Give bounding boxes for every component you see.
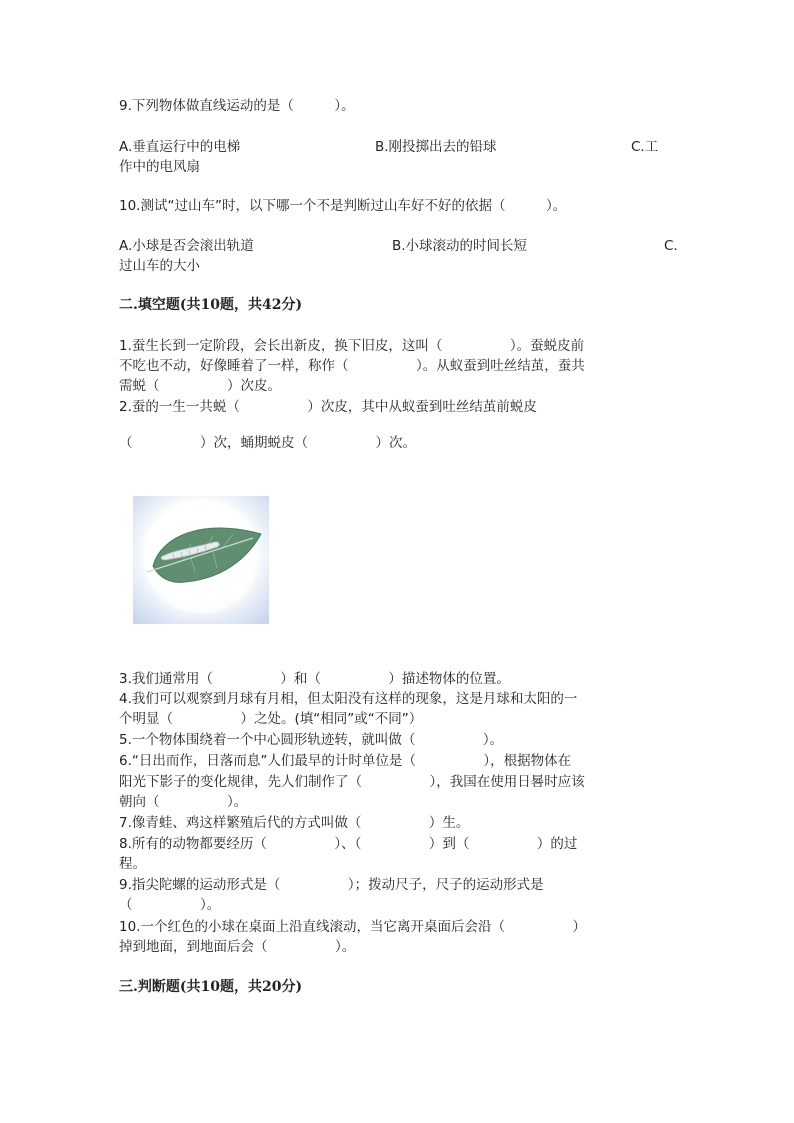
fill-line: 6.“日出而作，日落而息”人们最早的计时单位是（ ），根据物体在 xyxy=(119,753,572,769)
q10-option-b: B.小球滚动的时间长短 xyxy=(392,238,528,254)
q9-option-a: A.垂直运行中的电梯 xyxy=(119,139,241,155)
fill-line: 个明显（ ）之处。(填“相同”或“不同”） xyxy=(119,711,423,727)
q10-option-c-cont: 过山车的大小 xyxy=(119,258,200,274)
fill-line: 8.所有的动物都要经历（ ）、（ ）到（ ）的过 xyxy=(119,836,578,852)
fill-line: 程。 xyxy=(119,856,146,872)
fill-line: 1.蚕生长到一定阶段，会长出新皮，换下旧皮，这叫（ ）。蚕蜕皮前 xyxy=(119,338,585,354)
q10-stem: 10.测试“过山车”时，以下哪一个不是判断过山车好不好的依据（ ）。 xyxy=(119,198,567,214)
q9-option-b: B.刚投掷出去的铅球 xyxy=(375,139,497,155)
fill-line: （ ）次，蛹期蜕皮（ ）次。 xyxy=(119,435,416,451)
section-heading: 二.填空题(共10题，共42分) xyxy=(119,297,303,313)
fill-line: 7.像青蛙、鸡这样繁殖后代的方式叫做（ ）生。 xyxy=(119,815,470,831)
fill-line: 不吃也不动，好像睡着了一样，称作（ ）。从蚁蚕到吐丝结茧，蚕共 xyxy=(119,358,585,374)
fill-line: 2.蚕的一生一共蜕（ ）次皮，其中从蚁蚕到吐丝结茧前蜕皮 xyxy=(119,399,537,415)
fill-line: 阳光下影子的变化规律，先人们制作了（ ），我国在使用日晷时应该 xyxy=(119,774,585,790)
section-heading: 三.判断题(共10题，共20分) xyxy=(119,979,303,995)
q9-stem: 9.下列物体做直线运动的是（ ）。 xyxy=(119,98,355,114)
fill-line: 朝向（ ）。 xyxy=(119,794,248,810)
fill-line: 需蜕（ ）次皮。 xyxy=(119,378,281,394)
silkworm-leaf-illustration xyxy=(133,496,269,624)
silkworm-on-leaf-image xyxy=(133,496,269,624)
fill-line: 掉到地面，到地面后会（ ）。 xyxy=(119,939,356,955)
q9-option-c: C.工 xyxy=(631,139,659,155)
fill-line: （ ）。 xyxy=(119,897,221,913)
fill-line: 9.指尖陀螺的运动形式是（ ）；拨动尺子，尺子的运动形式是 xyxy=(119,877,544,893)
q10-option-c: C. xyxy=(664,238,678,254)
fill-line: 10.一个红色的小球在桌面上沿直线滚动，当它离开桌面后会沿（ ） xyxy=(119,919,586,935)
fill-line: 5.一个物体围绕着一个中心圆形轨迹转，就叫做（ ）。 xyxy=(119,732,504,748)
q9-option-c-cont: 作中的电风扇 xyxy=(119,159,200,175)
fill-line: 4.我们可以观察到月球有月相，但太阳没有这样的现象，这是月球和太阳的一 xyxy=(119,691,578,707)
fill-line: 3.我们通常用（ ）和（ ）描述物体的位置。 xyxy=(119,671,510,687)
q10-option-a: A.小球是否会滚出轨道 xyxy=(119,238,254,254)
